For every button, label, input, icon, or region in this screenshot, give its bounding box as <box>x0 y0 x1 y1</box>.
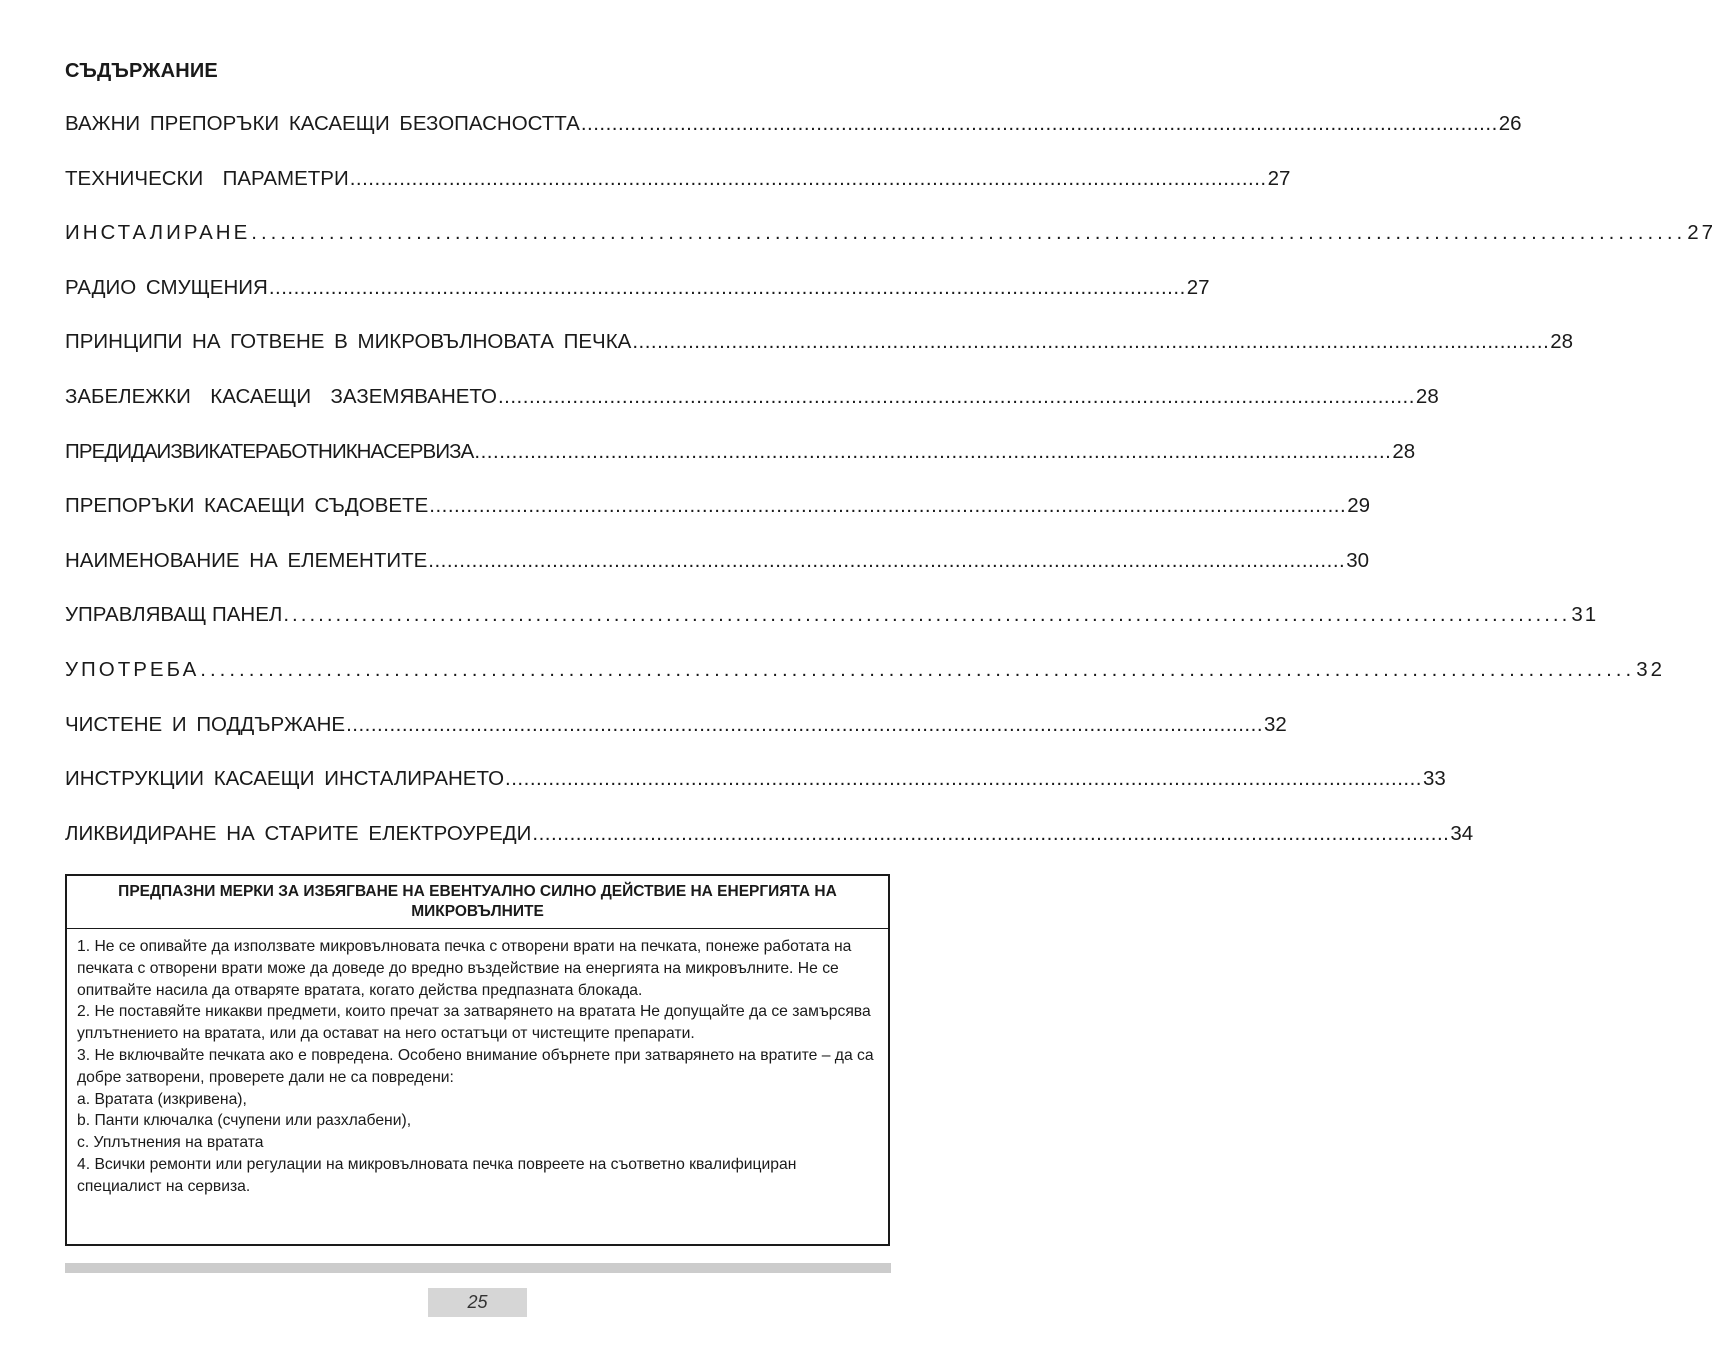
toc-entry[interactable] <box>65 767 1446 822</box>
toc-leader-dots: .................................................................................................................................................... <box>580 112 1498 135</box>
safety-notice-item: 3. Не включвайте печката ако е повредена. Особено внимание обърнете при затварянето на вратите – да са добре затворени, проверете дали не са повредени: <box>77 1046 874 1086</box>
toc-entry-page: 27 <box>1186 275 1210 299</box>
toc-entry-page: 28 <box>1550 330 1574 354</box>
toc-entry-title: ИНСТРУКЦИИ КАСАЕЩИ ИНСТАЛИРАНЕТО <box>65 767 505 791</box>
toc-entry[interactable] <box>65 384 1439 440</box>
toc-entry-page: 28 <box>1392 439 1416 463</box>
toc-entry[interactable] <box>65 275 1210 331</box>
toc-entry-title: ПРЕПОРЪКИ КАСАЕЩИ СЪДОВЕТЕ <box>65 494 429 518</box>
toc-entry[interactable] <box>65 166 1291 222</box>
safety-notice-item: c. Уплътнения на вратата <box>77 1134 264 1152</box>
toc-entry-title: ИНСТАЛИРАНЕ <box>65 221 251 245</box>
toc-entry-title: НАИМЕНОВАНИЕ НА ЕЛЕМЕНТИТЕ <box>65 548 428 572</box>
safety-notice-title: ПРЕДПАЗНИ МЕРКИ ЗА ИЗБЯГВАНЕ НА ЕВЕНТУАЛНО СИЛНО ДЕЙСТВИЕ НА ЕНЕРГИЯТА НА МИКРОВЪЛНИТЕ <box>67 876 888 929</box>
toc-leader-dots: .................................................................................................................................................... <box>474 439 1392 463</box>
page-title: СЪДЪРЖАНИЕ <box>65 60 218 82</box>
table-of-contents <box>65 112 1716 876</box>
toc-entry[interactable] <box>65 221 1716 276</box>
safety-notice-item: 2. Не поставяйте никакви предмети, които пречат за затварянето на вратата Не допущайте да се замърсява уплътнението на вратата, или да остават на него остатъци от чистещите препарати. <box>77 1003 871 1043</box>
toc-entry[interactable] <box>65 712 1287 768</box>
toc-leader-dots: .................................................................................................................................................... <box>497 384 1415 408</box>
toc-leader-dots: .................................................................................................................................................... <box>632 330 1550 354</box>
toc-entry-page: 26 <box>1498 112 1522 135</box>
toc-entry-page: 33 <box>1422 767 1446 791</box>
safety-notice-item: 4. Всички ремонти или регулации на микровълновата печка повреете на съответно квалифициран специалист на сервиза. <box>77 1155 797 1195</box>
safety-notice-box <box>65 874 890 1246</box>
toc-leader-dots: .................................................................................................................................................... <box>268 275 1186 299</box>
toc-leader-dots: .................................................................................................................................................... <box>505 767 1422 791</box>
toc-entry-page: 34 <box>1450 821 1474 845</box>
safety-notice-item: b. Панти ключалка (счупени или разхлабени), <box>77 1112 412 1130</box>
toc-entry-title: УПРАВЛЯВАЩ ПАНЕЛ <box>65 603 283 627</box>
toc-leader-dots: .................................................................................................................................................... <box>429 494 1347 518</box>
toc-entry-title: РАДИО СМУЩЕНИЯ <box>65 275 268 299</box>
toc-leader-dots: .................................................................................................................................................... <box>251 221 1687 245</box>
toc-entry-title: ЧИСТЕНЕ И ПОДДЪРЖАНЕ <box>65 712 346 736</box>
toc-entry[interactable] <box>65 439 1416 495</box>
toc-entry-title: ЗАБЕЛЕЖКИ КАСАЕЩИ ЗАЗЕМЯВАНЕТО <box>65 384 497 408</box>
toc-entry-page: 27 <box>1687 221 1716 245</box>
safety-notice-item: a. Вратата (изкривена), <box>77 1090 247 1108</box>
toc-entry[interactable] <box>65 494 1371 549</box>
toc-entry-page: 28 <box>1415 384 1439 408</box>
toc-leader-dots: .................................................................................................................................................... <box>532 821 1450 845</box>
toc-leader-dots: .................................................................................................................................................... <box>349 166 1267 190</box>
toc-entry-page: 32 <box>1636 657 1666 681</box>
toc-entry-title: УПОТРЕБА <box>65 657 200 681</box>
toc-entry-title: ЛИКВИДИРАНЕ НА СТАРИТЕ ЕЛЕКТРОУРЕДИ <box>65 821 532 845</box>
toc-entry-page: 31 <box>1571 603 1599 627</box>
toc-entry[interactable] <box>65 657 1666 713</box>
toc-entry-page: 27 <box>1267 166 1291 190</box>
toc-entry[interactable] <box>65 112 1522 167</box>
safety-notice-item: 1. Не се опивайте да използвате микровълновата печка с отворени врати на печката, понеже работата на печката с отворени врати може да доведе до вредно въздействие на енергията на микровълните. Не се опитвайте насила да отваряте вратата, когато действа предпазната блокада. <box>77 938 852 999</box>
toc-entry[interactable] <box>65 603 1599 658</box>
toc-leader-dots: .................................................................................................................................................... <box>346 712 1264 736</box>
toc-entry-page: 30 <box>1346 548 1370 572</box>
page-number: 25 <box>428 1288 527 1317</box>
toc-leader-dots: .................................................................................................................................................... <box>200 657 1636 681</box>
safety-notice-body <box>67 929 888 1198</box>
toc-entry[interactable] <box>65 330 1574 385</box>
toc-leader-dots: .................................................................................................................................................... <box>428 548 1346 572</box>
footer-divider <box>65 1263 891 1273</box>
toc-entry[interactable] <box>65 821 1474 877</box>
toc-entry-title: ПРИНЦИПИ НА ГОТВЕНЕ В МИКРОВЪЛНОВАТА ПЕЧКА <box>65 330 632 354</box>
toc-entry-page: 32 <box>1264 712 1287 736</box>
toc-entry-title: ПРЕДИ ДА ИЗВИКАТЕ РАБОТНИК НА СЕРВИЗА <box>65 439 474 463</box>
toc-entry-title: ТЕХНИЧЕСКИ ПАРАМЕТРИ <box>65 166 349 190</box>
toc-entry-title: ВАЖНИ ПРЕПОРЪКИ КАСАЕЩИ БЕЗОПАСНОСТТА <box>65 112 580 135</box>
toc-leader-dots: .................................................................................................................................................... <box>283 603 1571 627</box>
toc-entry-page: 29 <box>1347 494 1371 518</box>
toc-entry[interactable] <box>65 548 1370 604</box>
